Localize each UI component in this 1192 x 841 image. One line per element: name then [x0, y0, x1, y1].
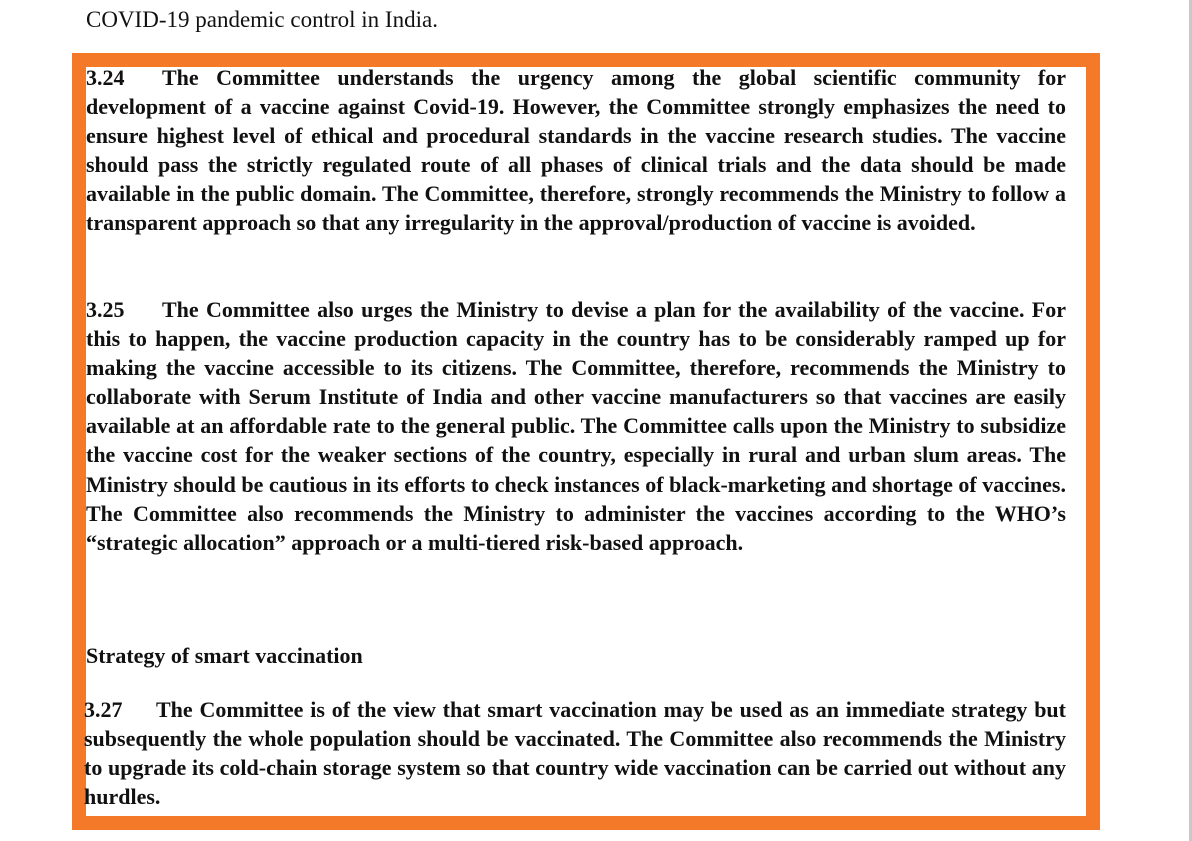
- paragraph-3-25: [86, 295, 1066, 557]
- paragraph-3-24: [86, 63, 1066, 238]
- paragraph-text: The Committee also urges the Ministry to devise a plan for the availability of the vaccine. For this to happen, the vaccine production capacity in the country has to be considerably ramped up for making the vaccine accessible to its citizens. The Committee, therefore, recommends the Ministry to collaborate with Serum Institute of India and other vaccine manufacturers so that vaccines are easily available at an affordable rate to the general public. The Committee calls upon the Ministry to subsidize the vaccine cost for the weaker sections of the country, especially in rural and urban slum areas. The Ministry should be cautious in its efforts to check instances of black-marketing and shortage of vaccines. The Committee also recommends the Ministry to administer the vaccines according to the WHO’s “strategic allocation” approach or a multi-tiered risk-based approach.: [86, 297, 1066, 555]
- paragraph-number: 3.25: [86, 297, 125, 322]
- paragraph-text: The Committee is of the view that smart vaccination may be used as an immediate strategy but subsequently the whole population should be vaccinated. The Committee also recommends the Ministry to upgrade its cold-chain storage system so that country wide vaccination can be carried out without any hurdles.: [84, 697, 1066, 810]
- paragraph-3-27: [84, 695, 1066, 811]
- paragraph-number: 3.27: [84, 697, 123, 722]
- paragraph-number: 3.24: [86, 65, 125, 90]
- paragraph-text: The Committee understands the urgency among the global scientific community for development of a vaccine against Covid-19. However, the Committee strongly emphasizes the need to ensure highest level of ethical and procedural standards in the vaccine research studies. The vaccine should pass the strictly regulated route of all phases of clinical trials and the data should be made available in the public domain. The Committee, therefore, strongly recommends the Ministry to follow a transparent approach so that any irregularity in the approval/production of vaccine is avoided.: [86, 65, 1066, 236]
- intro-line: COVID-19 pandemic control in India.: [86, 7, 438, 32]
- section-subheading: Strategy of smart vaccination: [86, 643, 363, 668]
